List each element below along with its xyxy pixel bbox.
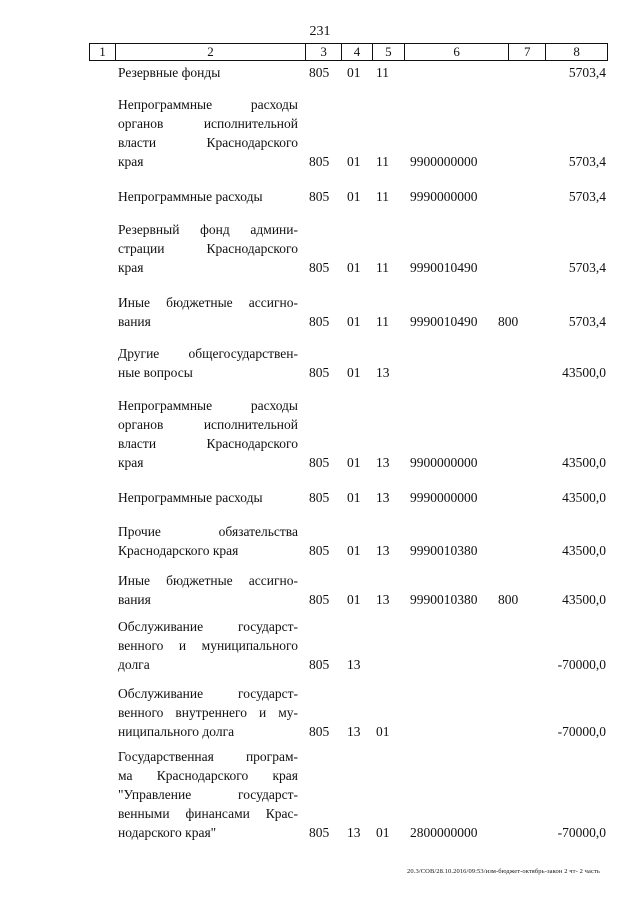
row-name-line: Резервный фонд админи- xyxy=(118,222,298,237)
row-col-7: 800 xyxy=(498,592,519,607)
row-col-6: 9990010380 xyxy=(410,543,478,558)
row-name xyxy=(118,187,298,206)
row-col-3: 805 xyxy=(309,724,330,739)
row-amount: 5703,4 xyxy=(568,314,606,329)
row-col-4: 13 xyxy=(347,825,361,840)
row-amount: 43500,0 xyxy=(562,543,606,558)
row-col-3: 805 xyxy=(309,154,330,169)
row-col-4: 01 xyxy=(347,543,361,558)
row-col-6: 9900000000 xyxy=(410,455,478,470)
row-col-7: 800 xyxy=(498,314,519,329)
row-name xyxy=(118,344,298,382)
row-col-4: 01 xyxy=(347,314,361,329)
header-col-1: 1 xyxy=(90,44,116,60)
header-col-5: 5 xyxy=(373,44,405,60)
row-name-line: края xyxy=(118,260,144,275)
row-name-line: вания xyxy=(118,314,151,329)
row-col-4: 01 xyxy=(347,154,361,169)
row-name-line: Прочие обязательства xyxy=(118,524,298,539)
row-col-4: 13 xyxy=(347,724,361,739)
row-col-5: 13 xyxy=(376,592,390,607)
row-name-line: Непрограммные расходы xyxy=(118,398,298,413)
row-col-6: 9990000000 xyxy=(410,490,478,505)
row-col-5: 11 xyxy=(376,314,389,329)
row-name xyxy=(118,522,298,560)
row-col-6: 9990010490 xyxy=(410,314,478,329)
header-col-2: 2 xyxy=(116,44,306,60)
row-col-5: 11 xyxy=(376,260,389,275)
row-col-6: 9990010380 xyxy=(410,592,478,607)
row-name-line: Иные бюджетные ассигно- xyxy=(118,295,298,310)
row-col-5: 11 xyxy=(376,65,389,80)
row-name-line: края xyxy=(118,154,144,169)
header-col-8: 8 xyxy=(573,44,580,59)
row-col-4: 13 xyxy=(347,657,361,672)
row-col-6: 9990010490 xyxy=(410,260,478,275)
row-name-line: вания xyxy=(118,592,151,607)
row-amount: 5703,4 xyxy=(568,260,606,275)
row-name-line: Другие общегосударствен- xyxy=(118,346,298,361)
row-col-4: 01 xyxy=(347,490,361,505)
row-name xyxy=(118,63,298,82)
page-number: 231 xyxy=(309,24,331,39)
row-name-line: Обслуживание государст- xyxy=(118,686,298,701)
row-col-3: 805 xyxy=(309,543,330,558)
row-amount: -70000,0 xyxy=(557,657,606,672)
row-name xyxy=(118,488,298,507)
row-col-3: 805 xyxy=(309,657,330,672)
row-name-line: Непрограммные расходы xyxy=(118,97,298,112)
row-name-line: "Управление государст- xyxy=(118,787,298,802)
row-name-line: власти Краснодарского xyxy=(118,436,298,451)
row-col-4: 01 xyxy=(347,365,361,380)
row-col-5: 01 xyxy=(376,724,390,739)
row-name xyxy=(118,220,298,277)
row-name-line: долга xyxy=(118,657,150,672)
table-header xyxy=(89,43,608,61)
row-col-6: 2800000000 xyxy=(410,825,478,840)
row-amount: 43500,0 xyxy=(562,490,606,505)
row-name-line: органов исполнительной xyxy=(118,116,298,131)
header-col-7: 7 xyxy=(509,44,546,60)
row-name-line: Обслуживание государст- xyxy=(118,619,298,634)
row-name-line: органов исполнительной xyxy=(118,417,298,432)
row-name-line: венного внутреннего и му- xyxy=(118,705,298,720)
header-col-6: 6 xyxy=(405,44,510,60)
row-col-5: 13 xyxy=(376,543,390,558)
row-col-3: 805 xyxy=(309,825,330,840)
row-col-3: 805 xyxy=(309,189,330,204)
row-name-line: страции Краснодарского xyxy=(118,241,298,256)
row-col-5: 11 xyxy=(376,154,389,169)
row-name-line: нодарского края" xyxy=(118,825,217,840)
row-name-line: Резервные фонды xyxy=(118,65,221,80)
row-name-line: венного и муниципального xyxy=(118,638,298,653)
row-col-5: 13 xyxy=(376,455,390,470)
row-amount: 43500,0 xyxy=(562,455,606,470)
row-name-line: венными финансами Крас- xyxy=(118,806,298,821)
row-name xyxy=(118,617,298,674)
row-col-4: 01 xyxy=(347,65,361,80)
row-col-4: 01 xyxy=(347,260,361,275)
row-amount: 43500,0 xyxy=(562,592,606,607)
row-col-3: 805 xyxy=(309,455,330,470)
row-name-line: Государственная програм- xyxy=(118,749,298,764)
row-amount: 5703,4 xyxy=(568,189,606,204)
row-col-3: 805 xyxy=(309,365,330,380)
row-name-line: власти Краснодарского xyxy=(118,135,298,150)
row-name-line: Иные бюджетные ассигно- xyxy=(118,573,298,588)
row-col-5: 13 xyxy=(376,490,390,505)
row-name-line: края xyxy=(118,455,144,470)
row-amount: -70000,0 xyxy=(557,724,606,739)
row-name xyxy=(118,571,298,609)
row-name-line: ные вопросы xyxy=(118,365,193,380)
row-col-3: 805 xyxy=(309,260,330,275)
row-col-5: 13 xyxy=(376,365,390,380)
row-amount: 43500,0 xyxy=(562,365,606,380)
row-name xyxy=(118,396,298,472)
row-col-4: 01 xyxy=(347,592,361,607)
row-col-3: 805 xyxy=(309,592,330,607)
header-col-3: 3 xyxy=(306,44,342,60)
row-col-3: 805 xyxy=(309,490,330,505)
row-col-5: 11 xyxy=(376,189,389,204)
row-name xyxy=(118,95,298,171)
row-name-line: Непрограммные расходы xyxy=(118,490,263,505)
row-col-3: 805 xyxy=(309,65,330,80)
row-amount: -70000,0 xyxy=(557,825,606,840)
row-col-6: 9990000000 xyxy=(410,189,478,204)
row-name-line: ниципального долга xyxy=(118,724,235,739)
footer-note: 20.3/СОВ/28.10.2016/09:53/изм-бюджет-октябрь-закон 2 чт- 2 часть xyxy=(407,868,600,875)
row-col-6: 9900000000 xyxy=(410,154,478,169)
row-amount: 5703,4 xyxy=(568,154,606,169)
row-amount: 5703,4 xyxy=(568,65,606,80)
row-name xyxy=(118,747,298,842)
row-col-5: 01 xyxy=(376,825,390,840)
row-col-4: 01 xyxy=(347,189,361,204)
row-name-line: Непрограммные расходы xyxy=(118,189,263,204)
row-name xyxy=(118,684,298,741)
row-col-3: 805 xyxy=(309,314,330,329)
row-name xyxy=(118,293,298,331)
row-col-4: 01 xyxy=(347,455,361,470)
row-name-line: ма Краснодарского края xyxy=(118,768,298,783)
header-col-4: 4 xyxy=(342,44,373,60)
row-name-line: Краснодарского края xyxy=(118,543,239,558)
